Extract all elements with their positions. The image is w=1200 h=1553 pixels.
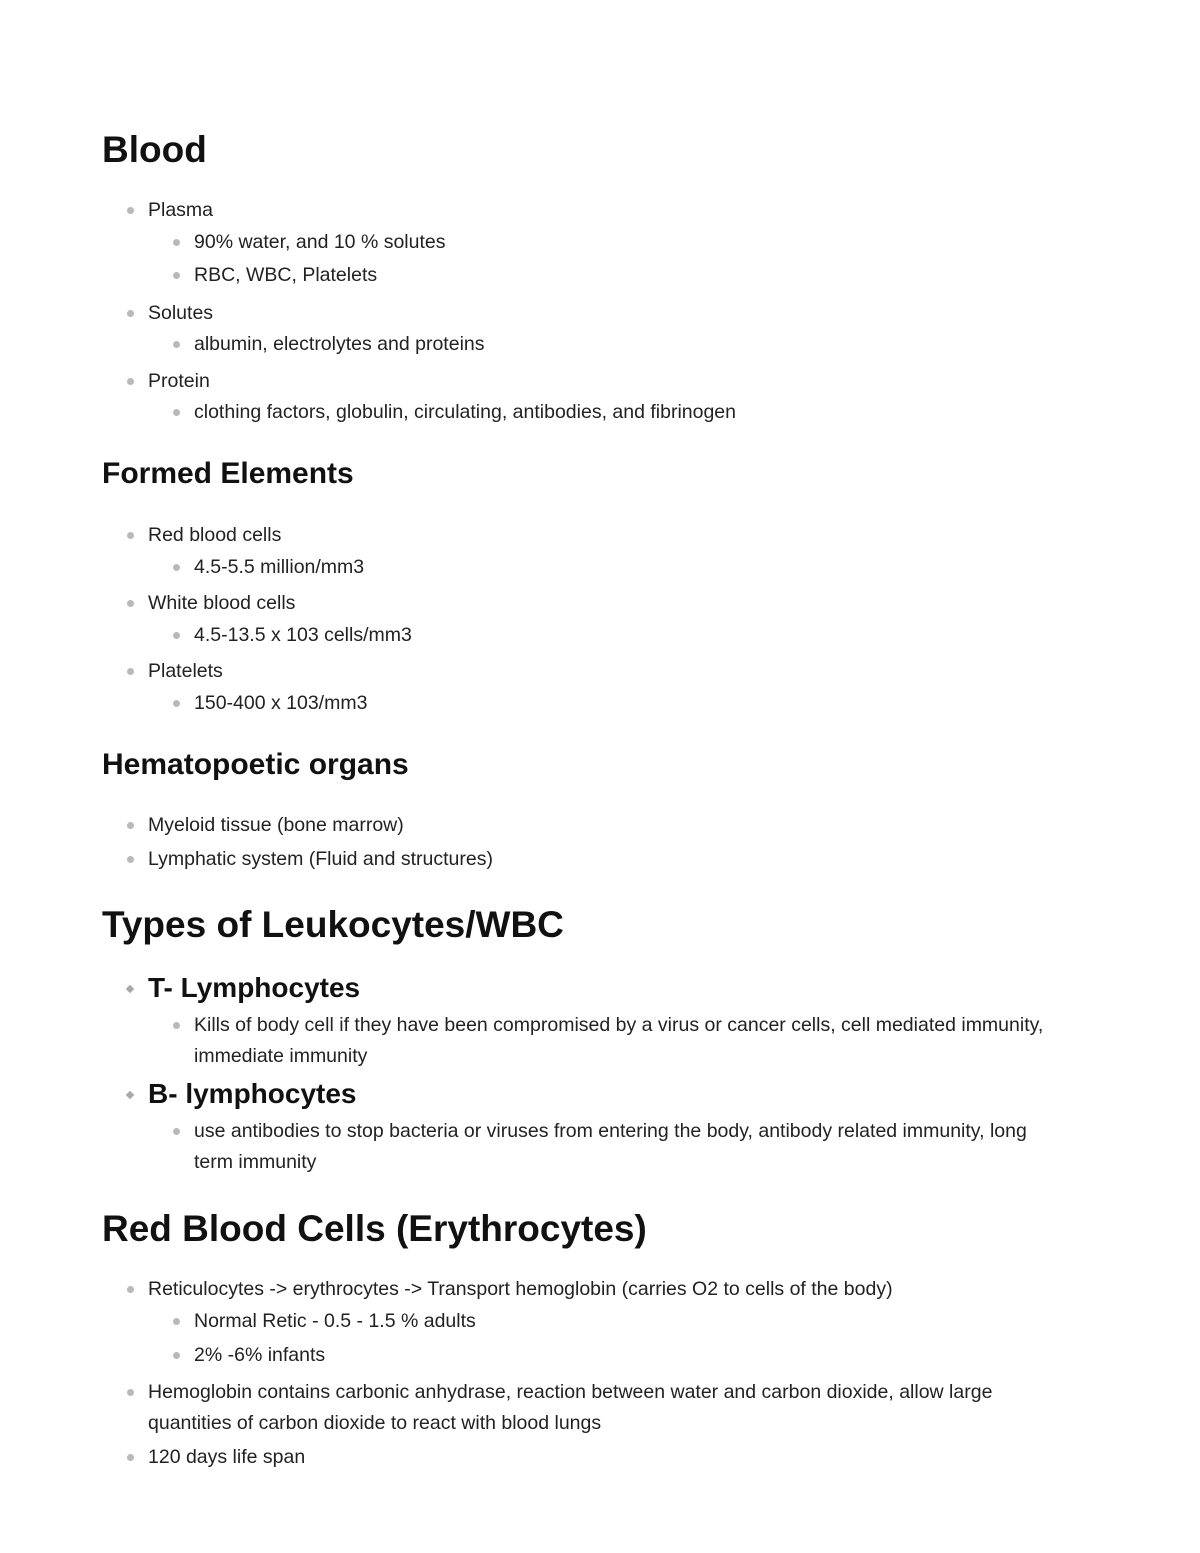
list-item-t-description-line1: Kills of body cell if they have been compromised by a virus or cancer cells, cell mediated immunity, xyxy=(194,1014,1044,1036)
list-item-solutes-detail: albumin, electrolytes and proteins xyxy=(194,333,485,355)
bullet-icon xyxy=(173,409,180,416)
list-item-rbc-count: 4.5-5.5 million/mm3 xyxy=(194,556,365,578)
bullet-icon xyxy=(173,1352,180,1359)
list-item-solutes: Solutes xyxy=(148,302,214,324)
list-item-reticulocytes: Reticulocytes -> erythrocytes -> Transport hemoglobin (carries O2 to cells of the body) xyxy=(148,1278,893,1300)
list-item-wbc-count: 4.5-13.5 x 103 cells/mm3 xyxy=(194,624,412,646)
bullet-icon xyxy=(127,207,134,214)
list-item-lymphatic-system: Lymphatic system (Fluid and structures) xyxy=(148,848,493,870)
bullet-icon xyxy=(127,668,134,675)
list-item-normal-retic: Normal Retic - 0.5 - 1.5 % adults xyxy=(194,1310,476,1332)
list-item-life-span: 120 days life span xyxy=(148,1446,306,1468)
bullet-icon xyxy=(127,532,134,539)
list-item-plasma-water: 90% water, and 10 % solutes xyxy=(194,231,446,253)
list-item-myeloid-tissue: Myeloid tissue (bone marrow) xyxy=(148,814,404,836)
section-title-hematopoetic-organs: Hematopoetic organs xyxy=(102,748,409,781)
bullet-icon xyxy=(127,600,134,607)
list-item-platelets: Platelets xyxy=(148,660,223,682)
bullet-icon xyxy=(127,1389,134,1396)
bullet-icon xyxy=(173,1022,180,1029)
section-title-blood: Blood xyxy=(102,129,207,170)
list-item-platelets-count: 150-400 x 103/mm3 xyxy=(194,692,368,714)
bullet-icon xyxy=(173,239,180,246)
bullet-icon xyxy=(127,856,134,863)
bullet-icon xyxy=(127,310,134,317)
bullet-icon xyxy=(173,341,180,348)
list-item-infants: 2% -6% infants xyxy=(194,1344,326,1366)
section-title-formed-elements: Formed Elements xyxy=(102,457,354,490)
section-title-red-blood-cells: Red Blood Cells (Erythrocytes) xyxy=(102,1208,647,1249)
list-item-white-blood-cells: White blood cells xyxy=(148,592,296,614)
list-item-hemoglobin-line1: Hemoglobin contains carbonic anhydrase, reaction between water and carbon dioxide, allow large xyxy=(148,1381,993,1403)
list-item-red-blood-cells: Red blood cells xyxy=(148,524,282,546)
bullet-icon xyxy=(127,822,134,829)
bullet-icon xyxy=(173,700,180,707)
bullet-icon xyxy=(127,378,134,385)
bullet-icon xyxy=(173,272,180,279)
bullet-icon xyxy=(127,1286,134,1293)
list-item-hemoglobin-line2: quantities of carbon dioxide to react with blood lungs xyxy=(148,1412,602,1434)
list-item-b-description-line1: use antibodies to stop bacteria or viruses from entering the body, antibody related immunity, long xyxy=(194,1120,1027,1142)
bullet-icon xyxy=(173,1318,180,1325)
list-item-protein: Protein xyxy=(148,370,210,392)
diamond-bullet-icon xyxy=(126,1091,134,1099)
list-item-plasma-cells: RBC, WBC, Platelets xyxy=(194,264,378,286)
bullet-icon xyxy=(173,564,180,571)
list-item-plasma: Plasma xyxy=(148,199,214,221)
subsection-title-b-lymphocytes: B- lymphocytes xyxy=(148,1078,357,1109)
diamond-bullet-icon xyxy=(126,985,134,993)
subsection-title-t-lymphocytes: T- Lymphocytes xyxy=(148,972,361,1003)
list-item-protein-detail: clothing factors, globulin, circulating, antibodies, and fibrinogen xyxy=(194,401,737,423)
section-title-leukocytes: Types of Leukocytes/WBC xyxy=(102,904,564,945)
bullet-icon xyxy=(173,1128,180,1135)
bullet-icon xyxy=(173,632,180,639)
list-item-b-description-line2: term immunity xyxy=(194,1151,317,1173)
bullet-icon xyxy=(127,1454,134,1461)
list-item-t-description-line2: immediate immunity xyxy=(194,1045,368,1067)
